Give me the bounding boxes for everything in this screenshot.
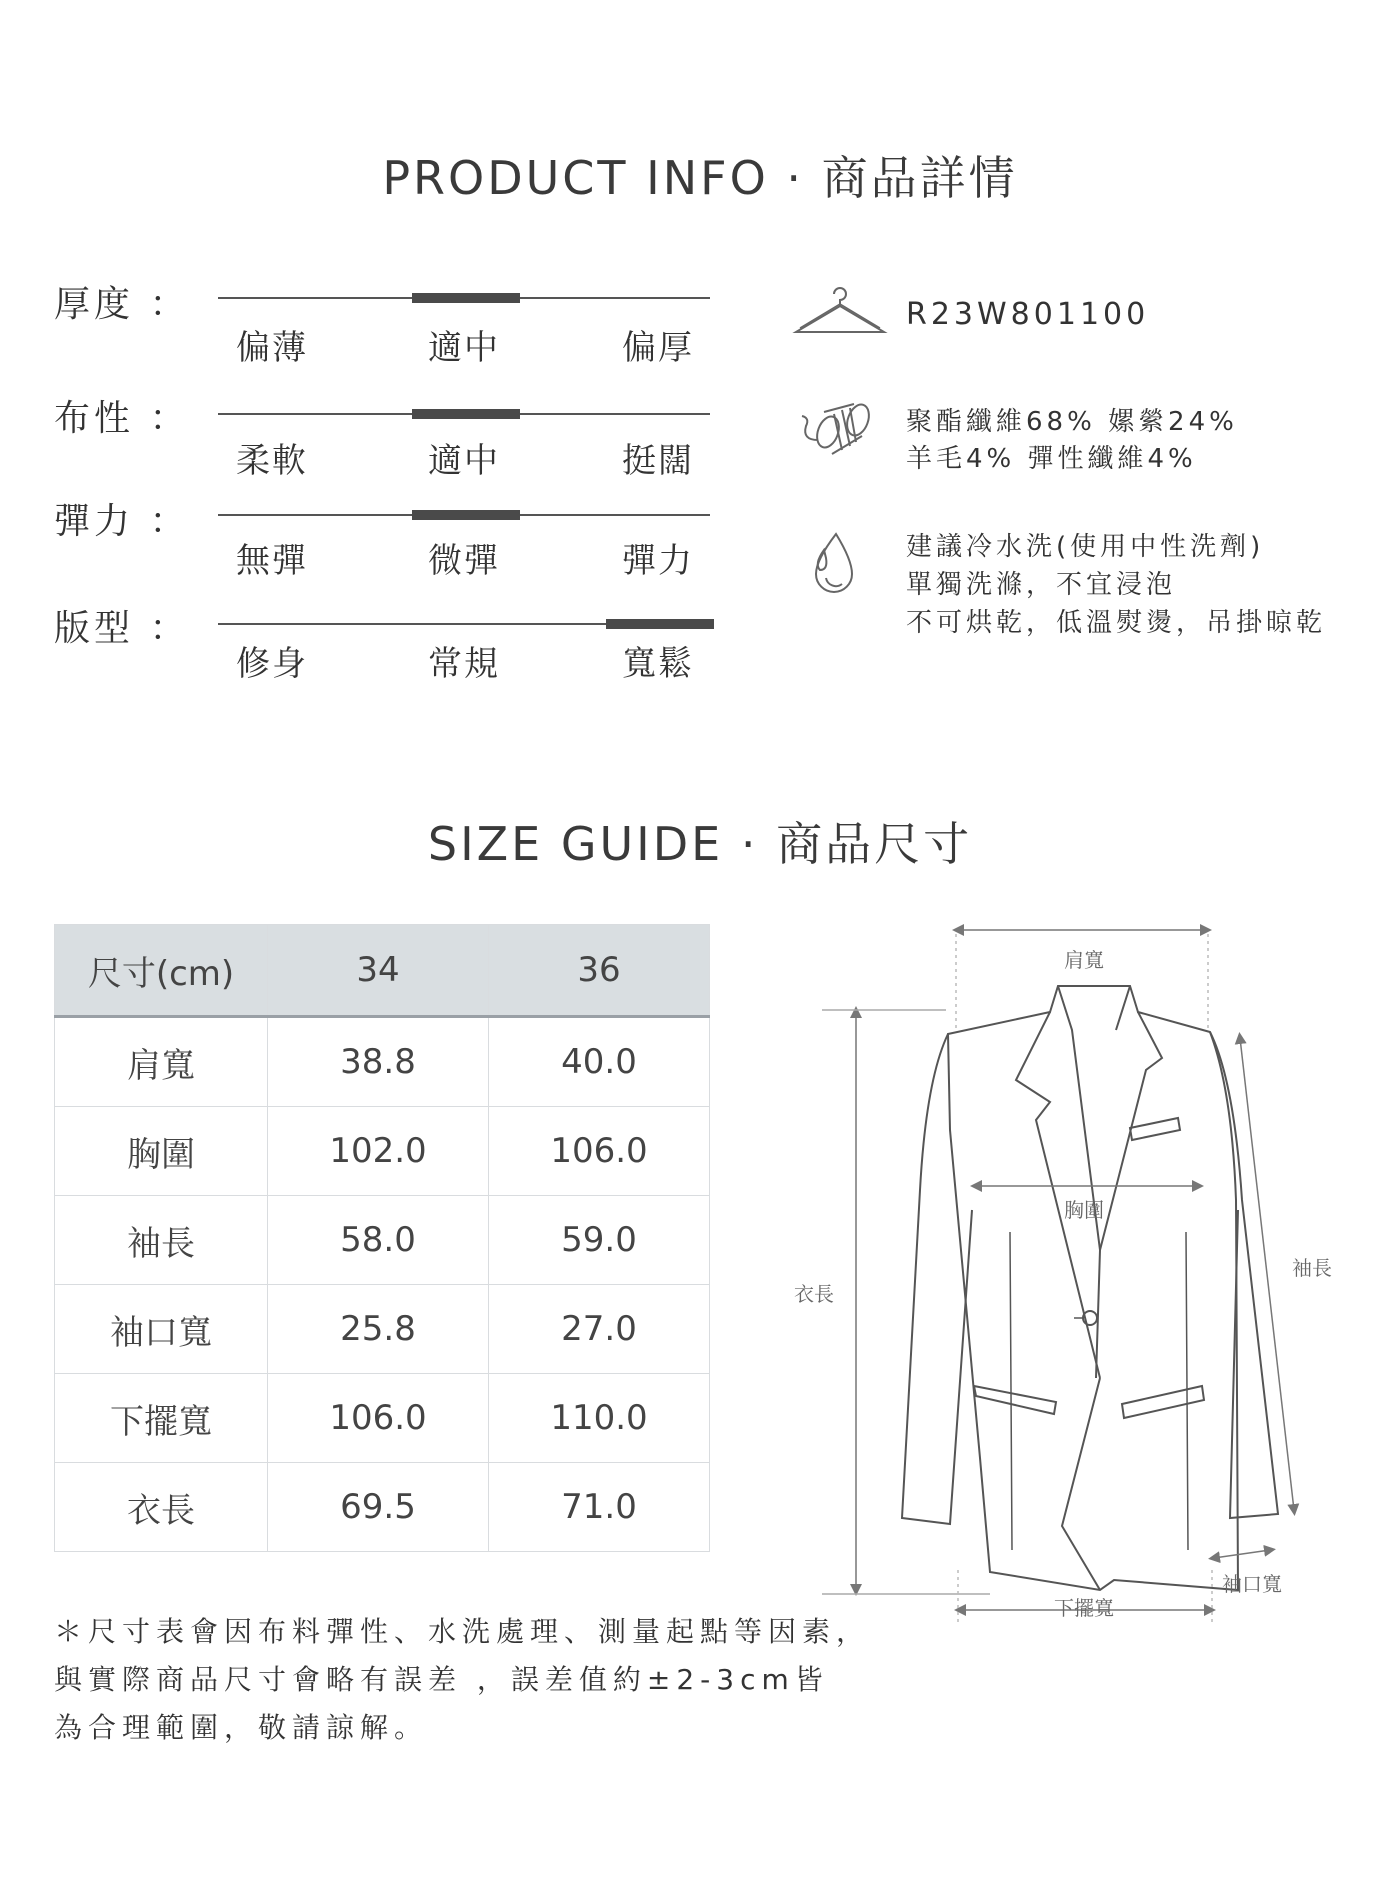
table-cell: 袖長 bbox=[55, 1196, 268, 1285]
size-note-line-1: ＊尺寸表會因布料彈性、水洗處理、測量起點等因素， bbox=[54, 1615, 871, 1648]
size-guide-title: SIZE GUIDE · 商品尺寸 bbox=[427, 817, 973, 871]
table-cell: 肩寬 bbox=[55, 1017, 268, 1107]
hanger-icon bbox=[790, 280, 890, 344]
table-row bbox=[55, 1463, 710, 1552]
table-header-cell: 尺寸(cm) bbox=[55, 925, 268, 1017]
table-cell: 25.8 bbox=[268, 1285, 489, 1374]
size-note-line-3: 為合理範圍，敬請諒解。 bbox=[54, 1711, 429, 1744]
table-cell: 袖口寬 bbox=[55, 1285, 268, 1374]
water-drop-icon bbox=[806, 530, 862, 596]
attr-label-fit: 版型 ： bbox=[54, 608, 190, 649]
size-table bbox=[54, 924, 710, 1552]
scale-option: 寬鬆 bbox=[622, 644, 694, 684]
care-line-2: 單獨洗滌，不宜浸泡 bbox=[906, 570, 1177, 600]
table-header-cell: 34 bbox=[268, 925, 489, 1017]
sku-code: R23W801100 bbox=[906, 297, 1150, 332]
care-line-3: 不可烘乾，低溫熨燙，吊掛晾乾 bbox=[906, 608, 1327, 638]
table-cell: 106.0 bbox=[268, 1374, 489, 1463]
scale-option: 微彈 bbox=[428, 541, 500, 581]
jacket-diagram bbox=[800, 910, 1340, 1630]
table-row bbox=[55, 1374, 710, 1463]
material-line-1: 聚酯纖維68% 嫘縈24% bbox=[906, 407, 1238, 437]
table-cell: 38.8 bbox=[268, 1017, 489, 1107]
scale-option: 挺闊 bbox=[622, 441, 694, 481]
scale-option: 常規 bbox=[428, 644, 500, 684]
scale-marker bbox=[606, 619, 714, 629]
scale-option: 無彈 bbox=[236, 541, 308, 581]
attr-label-thickness: 厚度 ： bbox=[54, 284, 190, 325]
table-cell: 106.0 bbox=[489, 1107, 710, 1196]
table-row bbox=[55, 1285, 710, 1374]
scale-option: 適中 bbox=[428, 328, 500, 368]
table-row bbox=[55, 1196, 710, 1285]
table-cell: 102.0 bbox=[268, 1107, 489, 1196]
material-line-2: 羊毛4% 彈性纖維4% bbox=[906, 444, 1197, 474]
scale-marker bbox=[412, 293, 520, 303]
diagram-label-length: 衣長 bbox=[794, 1282, 834, 1306]
scale-option: 偏薄 bbox=[236, 328, 308, 368]
table-cell: 110.0 bbox=[489, 1374, 710, 1463]
table-cell: 衣長 bbox=[55, 1463, 268, 1552]
scale-marker bbox=[412, 409, 520, 419]
attr-label-fabric: 布性 ： bbox=[54, 398, 190, 439]
table-cell: 40.0 bbox=[489, 1017, 710, 1107]
diagram-label-shoulder: 肩寬 bbox=[1064, 948, 1104, 972]
scale-option: 偏厚 bbox=[622, 328, 694, 368]
table-cell: 胸圍 bbox=[55, 1107, 268, 1196]
table-cell: 下擺寬 bbox=[55, 1374, 268, 1463]
diagram-label-chest: 胸圍 bbox=[1064, 1198, 1104, 1222]
table-header-row bbox=[55, 925, 710, 1017]
table-cell: 27.0 bbox=[489, 1285, 710, 1374]
table-cell: 58.0 bbox=[268, 1196, 489, 1285]
scale-option: 修身 bbox=[236, 644, 308, 684]
table-cell: 59.0 bbox=[489, 1196, 710, 1285]
table-row bbox=[55, 1107, 710, 1196]
diagram-label-sleeve: 袖長 bbox=[1292, 1256, 1332, 1280]
size-note-line-2: 與實際商品尺寸會略有誤差 ，誤差值約±2-3cm皆 bbox=[54, 1663, 829, 1696]
scale-marker bbox=[412, 510, 520, 520]
table-cell: 71.0 bbox=[489, 1463, 710, 1552]
scale-option: 柔軟 bbox=[236, 441, 308, 481]
table-header-cell: 36 bbox=[489, 925, 710, 1017]
attr-label-elasticity: 彈力 ： bbox=[54, 501, 190, 542]
table-cell: 69.5 bbox=[268, 1463, 489, 1552]
thread-spool-icon bbox=[798, 396, 878, 468]
diagram-label-cuff: 袖口寬 bbox=[1222, 1572, 1282, 1596]
diagram-label-hem: 下擺寬 bbox=[1054, 1596, 1114, 1620]
scale-option: 彈力 bbox=[622, 541, 694, 581]
scale-option: 適中 bbox=[428, 441, 500, 481]
product-info-title: PRODUCT INFO · 商品詳情 bbox=[382, 151, 1018, 205]
care-line-1: 建議冷水洗(使用中性洗劑) bbox=[906, 532, 1265, 562]
table-row bbox=[55, 1017, 710, 1107]
